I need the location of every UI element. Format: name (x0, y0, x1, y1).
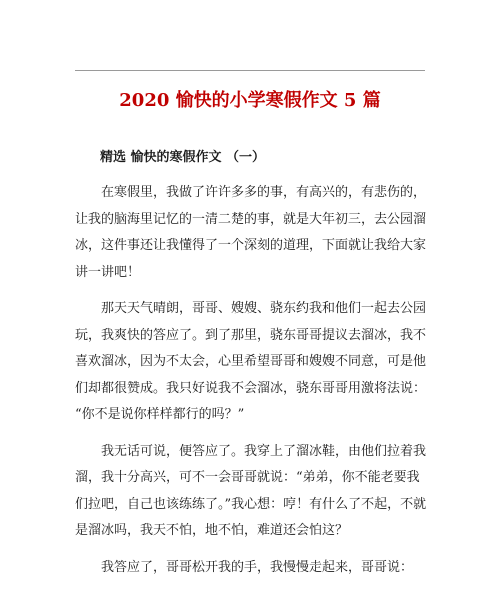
paragraph-3 (75, 439, 425, 545)
paragraph-1 (75, 180, 425, 286)
paragraph-line: 我无话可说，便答应了。我穿上了溜冰鞋，由他们拉着我 (101, 443, 427, 459)
paragraph-line: 喜欢溜冰，因为不太会，心里希望哥哥和嫂嫂不同意，可是他 (75, 354, 427, 369)
paragraph-line: 玩，我爽快的答应了。到了那里，骁东哥哥提议去溜冰，我不 (75, 327, 427, 343)
paragraph-line: 们却都很赞成。我只好说我不会溜冰，骁东哥哥用激将法说： (75, 380, 427, 396)
paragraph-line: 是溜冰吗，我天不怕，地不怕，难道还会怕这？ (75, 523, 349, 538)
paragraph-line: “你不是说你样样都行的吗？” (75, 407, 245, 422)
paragraph-line: 溜，我十分高兴，可不一会哥哥就说：“弟弟，你不能老要我 (75, 470, 420, 485)
paragraph-line: 在寒假里，我做了许许多多的事，有高兴的，有悲伤的， (101, 185, 427, 200)
paragraph-4 (75, 555, 425, 582)
header-rule (75, 70, 425, 71)
paragraph-line: 冰，这件事还让我懂得了一个深刻的道理，下面就让我给大家 (75, 238, 427, 253)
document-title: 2020 愉快的小学寒假作文 5 篇 (119, 90, 381, 111)
section-heading: 精选 愉快的寒假作文 （一） (100, 150, 266, 165)
paragraph-line: 我答应了，哥哥松开我的手，我慢慢走起来，哥哥说： (101, 559, 414, 575)
paragraph-line: 让我的脑海里记忆的一清二楚的事，就是大年初三，去公园溜 (75, 211, 427, 227)
document-body (75, 180, 425, 591)
paragraph-2 (75, 296, 425, 429)
paragraph-line: 那天天气晴朗，哥哥、嫂嫂、骁东约我和他们一起去公园 (101, 301, 427, 316)
paragraph-line: 讲一讲吧！ (75, 264, 141, 280)
paragraph-line: 们拉吧，自己也该练练了。”我心想：哼！有什么了不起，不就 (75, 496, 427, 512)
